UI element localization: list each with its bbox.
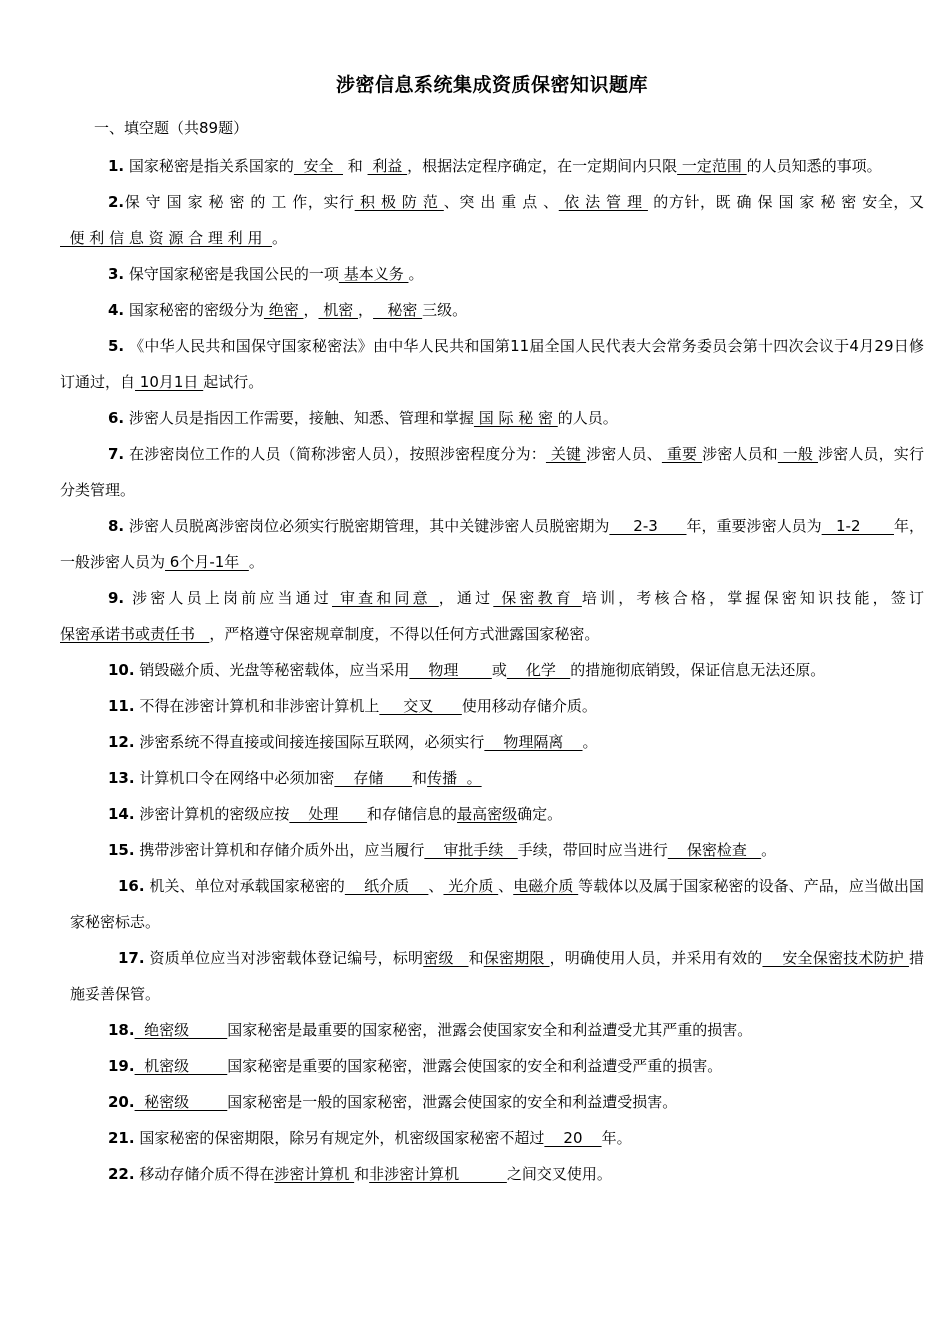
question-text: 涉密人员、: [586, 445, 662, 463]
answer-blank: 秘密: [373, 301, 423, 319]
answer-blank: 基本义务: [338, 265, 409, 283]
answer-blank: 依 法 管 理: [558, 193, 648, 211]
question-number: 20.: [108, 1093, 135, 1111]
question-item: [60, 436, 924, 508]
answer-blank: 密级: [423, 949, 469, 967]
question-text: 涉密人员和: [702, 445, 778, 463]
question-item: [60, 400, 924, 436]
question-number: 16.: [118, 877, 145, 895]
question-text: 涉密人员脱离涉密岗位必须实行脱密期管理，其中关键涉密人员脱密期为: [124, 517, 610, 535]
answer-blank: 6个月-1年: [165, 553, 249, 571]
question-number: 21.: [108, 1129, 135, 1147]
question-text: 起试行。: [203, 373, 264, 391]
question-text: 涉密人员上岗前应当通过: [124, 589, 332, 607]
question-item: [60, 256, 924, 292]
answer-blank: 涉密计算机: [274, 1165, 355, 1183]
answer-blank: 物理: [409, 661, 492, 679]
answer-blank: 10月1日: [135, 373, 204, 391]
question-text: 的人员。: [557, 409, 618, 427]
question-text: 。: [761, 841, 777, 859]
question-text: 年。: [601, 1129, 632, 1147]
question-text: 。: [248, 553, 264, 571]
question-number: 22.: [108, 1165, 135, 1183]
answer-blank: 1-2: [821, 517, 894, 535]
question-text: 机关、单位对承载国家秘密的: [144, 877, 345, 895]
question-item: [60, 832, 924, 868]
question-text: ，根据法定程序确定，在一定期间内只限: [407, 157, 678, 175]
question-number: 19.: [108, 1057, 135, 1075]
answer-blank: 非涉密计算机: [369, 1165, 507, 1183]
question-text: 涉密人员是指因工作需要，接触、知悉、管理和掌握: [124, 409, 474, 427]
document-title: 涉密信息系统集成资质保密知识题库: [335, 74, 648, 96]
question-item: [60, 1156, 924, 1192]
question-item: [60, 760, 924, 796]
answer-blank: 化学: [506, 661, 571, 679]
question-text: 国家秘密是最重要的国家秘密，泄露会使国家安全和利益遭受尤其严重的损害。: [227, 1021, 753, 1039]
question-text: 使用移动存储介质。: [461, 697, 597, 715]
question-item: [60, 292, 924, 328]
question-text: 国家秘密是重要的国家秘密，泄露会使国家的安全和利益遭受严重的损害。: [227, 1057, 723, 1075]
question-text: 。: [582, 733, 598, 751]
question-list: [60, 148, 924, 1192]
question-text: 年，重要涉密人员为: [686, 517, 822, 535]
question-item: [60, 580, 924, 652]
question-item: [60, 796, 924, 832]
question-text: 国家秘密的密级分为: [124, 301, 264, 319]
question-number: 3.: [108, 265, 125, 283]
question-item: [60, 688, 924, 724]
question-text: 或: [491, 661, 507, 679]
answer-blank: 安全保密技术防护: [762, 949, 909, 967]
question-text: 销毁磁介质、光盘等秘密载体，应当采用: [134, 661, 410, 679]
question-text: 和: [468, 949, 484, 967]
question-text: ，明确使用人员，并采用有效的: [549, 949, 763, 967]
question-text: 涉密计算机的密级应按: [134, 805, 290, 823]
question-number: 12.: [108, 733, 135, 751]
question-text: 和: [343, 157, 368, 175]
question-text: 措施妥善保管。: [70, 949, 924, 1003]
question-number: 8.: [108, 517, 125, 535]
question-number: 15.: [108, 841, 135, 859]
answer-blank: 一般: [777, 445, 819, 463]
question-text: 和: [354, 1165, 370, 1183]
question-text: 不得在涉密计算机和非涉密计算机上: [134, 697, 380, 715]
answer-blank: 积 极 防 范: [354, 193, 444, 211]
question-text: 在涉密岗位工作的人员（简称涉密人员），按照涉密程度分为：: [124, 445, 546, 463]
question-number: 2.: [108, 193, 125, 211]
question-number: 7.: [108, 445, 125, 463]
answer-blank: 交叉: [379, 697, 462, 715]
question-text: 计算机口令在网络中必须加密: [134, 769, 335, 787]
question-text: 涉密系统不得直接或间接连接国际互联网，必须实行: [134, 733, 485, 751]
question-text: 年，一般涉密人员为: [60, 517, 924, 571]
answer-blank: 存储: [334, 769, 413, 787]
question-text: 携带涉密计算机和存储介质外出，应当履行: [134, 841, 425, 859]
question-number: 6.: [108, 409, 125, 427]
answer-blank: 纸介质: [344, 877, 429, 895]
answer-blank: 保密承诺书或责任书: [60, 625, 210, 643]
answer-blank: 电磁介质: [513, 877, 579, 895]
answer-blank: 物理隔离: [484, 733, 583, 751]
question-text: 的措施彻底销毁，保证信息无法还原。: [570, 661, 826, 679]
question-item: [60, 940, 924, 1012]
question-text: 。: [408, 265, 424, 283]
question-text: 培训，考核合格，掌握保密知识技能，签订: [581, 589, 924, 607]
question-text: 的人员知悉的事项。: [746, 157, 882, 175]
question-text: 手续，带回时应当进行: [517, 841, 668, 859]
question-text: 国家秘密的保密期限，除另有规定外，机密级国家秘密不超过: [134, 1129, 545, 1147]
question-item: [60, 1120, 924, 1156]
question-number: 1.: [108, 157, 125, 175]
question-text: 《中华人民共和国保守国家秘密法》由中华人民共和国第11届全国人民代表大会常务委员会第十四次会议于4月29日修订通过，自: [60, 337, 924, 391]
answer-blank: 最高密级: [457, 805, 518, 823]
answer-blank: 20: [544, 1129, 602, 1147]
answer-blank: 国 际 秘 密: [473, 409, 558, 427]
question-item: [60, 1012, 924, 1048]
question-number: 13.: [108, 769, 135, 787]
question-number: 4.: [108, 301, 125, 319]
question-item: [60, 328, 924, 400]
question-text: 三级。: [422, 301, 468, 319]
question-text: 国家秘密是指关系国家的: [124, 157, 294, 175]
question-text: ，通过: [438, 589, 494, 607]
answer-blank: 传播 。: [427, 769, 482, 787]
question-text: 资质单位应当对涉密载体登记编号，标明: [144, 949, 424, 967]
question-number: 5.: [108, 337, 125, 355]
question-text: 等载体以及属于国家秘密的设备、产品，应当做出国家秘密标志。: [70, 877, 924, 931]
answer-blank: 保密教育: [493, 589, 582, 607]
question-text: 保 守 国 家 秘 密 的 工 作，实行: [124, 193, 355, 211]
question-number: 17.: [118, 949, 145, 967]
question-item: [60, 148, 924, 184]
question-text: 的方针，既 确 保 国 家 秘 密 安全，又: [647, 193, 924, 211]
question-text: 和存储信息的: [367, 805, 458, 823]
answer-blank: 关键: [545, 445, 587, 463]
answer-blank: 2-3: [609, 517, 687, 535]
question-text: 。: [272, 229, 288, 247]
question-item: [60, 1048, 924, 1084]
question-text: 和: [412, 769, 428, 787]
question-text: ，: [303, 301, 319, 319]
question-item: [60, 724, 924, 760]
answer-blank: 处理: [289, 805, 368, 823]
question-text: 移动存储介质不得在: [134, 1165, 275, 1183]
answer-blank: 绝密: [263, 301, 304, 319]
answer-blank: 光介质: [443, 877, 499, 895]
question-number: 10.: [108, 661, 135, 679]
question-item: [60, 1084, 924, 1120]
answer-blank: 保密期限: [483, 949, 550, 967]
question-text: ，严格遵守保密规章制度，不得以任何方式泄露国家秘密。: [209, 625, 600, 643]
answer-blank: 保密检查: [667, 841, 762, 859]
question-text: 、: [498, 877, 514, 895]
question-text: 涉密人员，实行分类管理。: [60, 445, 924, 499]
question-text: 国家秘密是一般的国家秘密，泄露会使国家的安全和利益遭受损害。: [227, 1093, 678, 1111]
question-number: 18.: [108, 1021, 135, 1039]
question-item: [60, 652, 924, 688]
question-item: [60, 184, 924, 256]
answer-blank: 机密: [318, 301, 359, 319]
question-text: 确定。: [517, 805, 563, 823]
question-number: 9.: [108, 589, 125, 607]
question-number: 11.: [108, 697, 135, 715]
question-item: [60, 868, 924, 940]
question-item: [60, 508, 924, 580]
answer-blank: 一定范围: [677, 157, 747, 175]
answer-blank: 重要: [661, 445, 703, 463]
answer-blank: 秘密级: [134, 1093, 228, 1111]
answer-blank: 审查和同意: [332, 589, 439, 607]
question-text: 、突 出 重 点 、: [443, 193, 559, 211]
answer-blank: 审批手续: [424, 841, 518, 859]
answer-blank: 利益: [367, 157, 408, 175]
answer-blank: 机密级: [134, 1057, 228, 1075]
section-heading: 一、填空题（共89题）: [94, 119, 249, 137]
question-text: 之间交叉使用。: [506, 1165, 612, 1183]
answer-blank: 便 利 信 息 资 源 合 理 利 用: [60, 229, 272, 247]
question-text: 、: [428, 877, 444, 895]
answer-blank: 绝密级: [134, 1021, 228, 1039]
question-text: ，: [358, 301, 374, 319]
question-text: 保守国家秘密是我国公民的一项: [124, 265, 339, 283]
question-number: 14.: [108, 805, 135, 823]
answer-blank: 安全: [293, 157, 343, 175]
